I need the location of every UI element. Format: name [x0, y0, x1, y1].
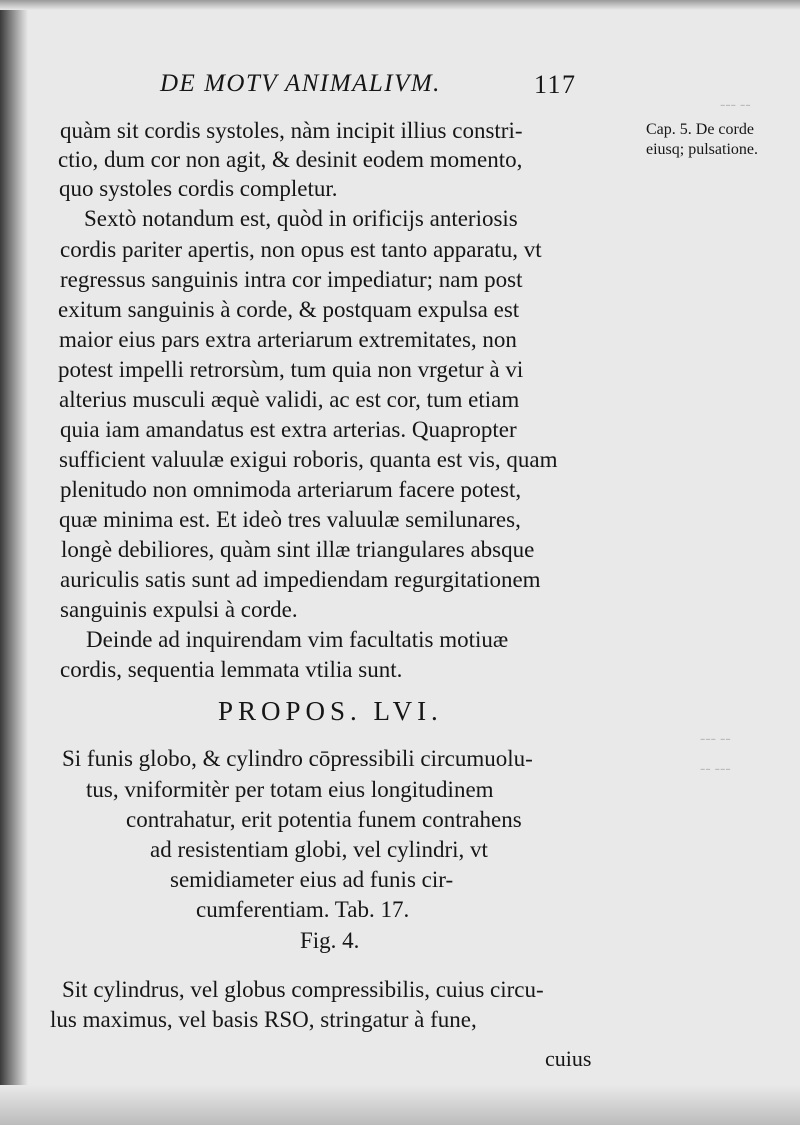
text-line: plenitudo non omnimoda arteriarum facere potest,	[60, 477, 522, 502]
text-line: Sit cylindrus, vel globus compressibilis, cuius circu-	[62, 977, 544, 1002]
text-line: quæ minima est. Et ideò tres valuulæ semilunares,	[59, 507, 521, 532]
bleed-through-text: ‑‑‑ ‑‑	[720, 96, 751, 113]
text-line: sufficient valuulæ exigui roboris, quanta est vis, quam	[59, 447, 558, 472]
text-line: cordis pariter apertis, non opus est tanto apparatu, vt	[60, 237, 542, 262]
text-line: quia iam amandatus est extra arterias. Quapropter	[60, 417, 517, 442]
proposition-line: tus, vniformitèr per totam eius longitudinem	[86, 777, 494, 802]
page-number: 117	[534, 70, 577, 99]
text-line: sanguinis expulsi à corde.	[60, 597, 298, 622]
text-line: potest impelli retrorsùm, tum quia non vrgetur à vi	[58, 357, 524, 382]
text-line: lus maximus, vel basis RSO, stringatur à fune,	[50, 1007, 477, 1032]
text-line: quàm sit cordis systoles, nàm incipit illius constri-	[60, 118, 523, 143]
text-line: ctio, dum cor non agit, & desinit eodem momento,	[58, 147, 523, 172]
text-line: longè debiliores, quàm sint illæ triangulares absque	[61, 537, 535, 562]
text-line: exitum sanguinis à corde, & postquam expulsa est	[58, 297, 520, 322]
figure-reference: Fig. 4.	[300, 928, 360, 953]
text-line: auriculis satis sunt ad impediendam regurgitationem	[60, 567, 541, 592]
proposition-line: semidiameter eius ad funis cir-	[170, 867, 454, 892]
text-line: alterius musculi æquè validi, ac est cor, tum etiam	[59, 387, 520, 412]
catchword: cuius	[545, 1046, 592, 1071]
text-line: Deinde ad inquirendam vim facultatis motiuæ	[86, 627, 509, 652]
marginal-note: Cap. 5. De corde eiusq; pulsatione.	[646, 121, 758, 158]
text-line: cordis, sequentia lemmata vtilia sunt.	[60, 657, 403, 682]
text-line: Sextò notandum est, quòd in orificijs anteriosis	[84, 206, 518, 231]
proposition-heading: PROPOS. LVI.	[218, 696, 443, 726]
proposition-line: ad resistentiam globi, vel cylindri, vt	[150, 837, 488, 862]
text-line: maior eius pars extra arteriarum extremitates, non	[59, 327, 517, 352]
text-line: regressus sanguinis intra cor impediatur; nam post	[60, 267, 523, 292]
bleed-through-text: ‑‑‑ ‑‑	[700, 730, 731, 747]
text-line: quo systoles cordis completur.	[59, 176, 338, 201]
bleed-through-text: ‑‑ ‑‑‑	[700, 760, 731, 777]
proposition-line: cumferentiam. Tab. 17.	[196, 897, 410, 922]
proposition-line: contrahatur, erit potentia funem contrahens	[126, 807, 522, 832]
proposition-line: Si funis globo, & cylindro cōpressibili circumuolu-	[62, 746, 533, 771]
running-head-title: DE MOTV ANIMALIVM.	[160, 70, 441, 97]
